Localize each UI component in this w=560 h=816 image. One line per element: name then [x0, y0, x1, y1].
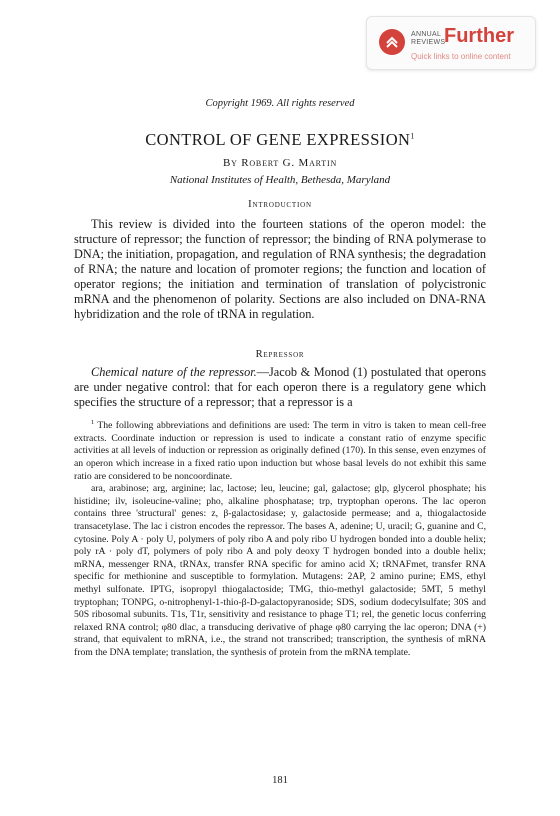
intro-text: This review is divided into the fourteen stations of the operon model: the structure of repressor; the function of repressor; the binding of RNA polymerase to DNA; the initiation, propagation, and regulation of RNA synthesis; the degradation of RNA; the nature and location of promoter regions; the function and location of operator regions; the initiation and termination of translation of polycistronic mRNA and the phenomenon of polarity. Sections are also included on DNA-RNA hybridization and the role of tRNA in regulation.	[74, 217, 486, 321]
copyright-line: Copyright 1969. All rights reserved	[205, 98, 355, 109]
annual-reviews-further-badge[interactable]	[366, 16, 536, 70]
repressor-text: —Jacob & Monod (1) postulated that operons are under negative control: that for each operon there is a regulatory gene which specifies the structure of a repressor; that a repressor is a	[74, 365, 486, 409]
reviews-label: REVIEWS	[411, 38, 446, 46]
article-title	[0, 130, 560, 150]
title-footnote-marker[interactable]: 1	[410, 131, 415, 141]
article-title-text: CONTROL OF GENE EXPRESSION	[145, 130, 411, 149]
annual-label: ANNUAL	[411, 31, 442, 38]
repressor-paragraph	[74, 365, 486, 410]
affiliation-line: National Institutes of Health, Bethesda, Maryland	[169, 174, 391, 186]
introduction-paragraph	[74, 217, 486, 322]
footnote-1-text: The following abbreviations and definitions are used: The term in vitro is taken to mean cell-free extracts. Coordinate induction or repression is used to indicate a constant ratio of enzyme specific activities at all levels of induction or repression as originally defined (170). In this sense, even enzymes of an operon which increase in a fixed ratio upon induction but whose basal levels do not exhibit this same ratio are considered to be noncoordinate.	[74, 420, 486, 482]
footnote-1	[74, 417, 486, 483]
further-label: Further	[444, 25, 514, 47]
footnotes	[74, 417, 486, 660]
repressor-text-block	[74, 365, 486, 410]
footnote-marker: 1	[91, 419, 95, 426]
double-chevron-up-icon	[379, 29, 405, 55]
repressor-heading: Repressor	[255, 349, 305, 360]
introduction-heading: Introduction	[248, 199, 312, 210]
quick-links-label[interactable]: Quick links to online content	[411, 52, 511, 61]
annual-reviews-logo-text	[411, 31, 445, 46]
footnote-abbreviations: ara, arabinose; arg, arginine; lac, lactose; leu, leucine; gal, galactose; glp, glycerol phosphate; his histidine; ilv, isoleucine-valine; pho, alkaline phosphatase; trp, tryptophan operons. The lac operon contains three 'structural' genes: z, β-galactosidase; y, galactoside permease; and a, thiogalactoside transacetylase. The lac i cistron encodes the repressor. The bases A, adenine; U, uracil; G, guanine and C, cytosine. Poly A · poly U, polymers of poly ribo A and poly ribo U hydrogen bonded into a double helix; poly rA · poly dT, polymers of poly ribo A and poly deoxy T hydrogen bonded into a double helix; mRNA, messenger RNA, tRNAx, transfer RNA specific for amino acid X; tRNAFmet, transfer RNA specific for methionine and susceptible to formylation. Mutagens: 2AP, 2 amino purine; EMS, ethyl methyl sulfonate. IPTG, isopropyl thiogalactoside; TMG, thio-methyl galactoside; 5MT, 5 methyl tryptophan; TONPG, o-nitrophenyl-1-thio-β-D-galactopyranoside; SDS, sodium dodecylsulfate; 30S and 50S ribosomal subunits. T1s, T1r, sensitivity and resistance to phage T1; rel, the genetic locus conferring relaxed RNA control; φ80 dlac, a transducing derivative of phage φ80 carrying the lac operon; DNA (+) strand, that equivalent to mRNA, i.e., the strand not transcribed; transcription, the synthesis of mRNA from the DNA template; translation, the synthesis of protein from the mRNA template.	[74, 483, 486, 658]
repressor-lead-in: Chemical nature of the repressor.	[91, 365, 257, 379]
author-line: By Robert G. Martin	[222, 157, 338, 169]
page-number: 181	[272, 775, 288, 786]
